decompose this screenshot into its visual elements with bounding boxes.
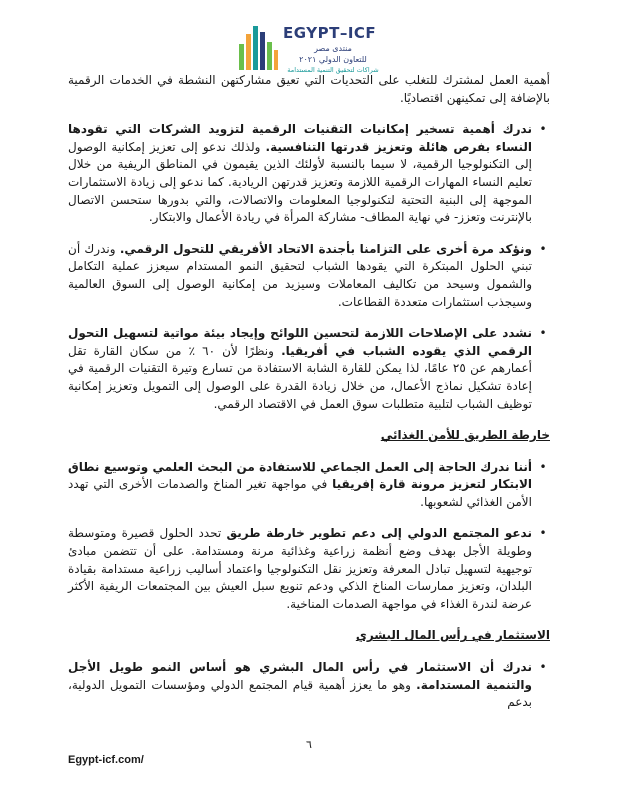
- bullet-text: تحدد الحلول قصيرة ومتوسطة وطويلة الأجل بهدف وضع أنظمة زراعية وغذائية مرنة ومستدامة. على أن تتضمن مبادئ توجيهية لتسهيل تبادل المعرفة وتعزيز نقل التكنولوجيا واعتماد أساليب زراعية مستدامة بقيادة البلدان، وتعزيز ممارسات المناخ الذكي ودعم تنويع سبل العيش بين المجتمعات الريفية الأكثر عرضة لندرة الغذاء في مواجهة الصدمات المناخية.: [68, 526, 532, 611]
- bullet-icon: •: [539, 660, 547, 675]
- section-heading-human-capital: الاستثمار في رأس المال البشري: [355, 628, 550, 643]
- bullet-text: في مواجهة تغير المناخ والصدمات الأخرى التي تهدد الأمن الغذائي لشعوبها.: [68, 477, 532, 509]
- list-item: [68, 659, 550, 712]
- bullet-bold-text: نشدد على الإصلاحات اللازمة لتحسين اللوائح وإيجاد بيئة مواتية لتسهيل التحول الرقمي الذي يقوده الشباب في أفريقيا.: [68, 326, 532, 358]
- list-item: [68, 325, 550, 413]
- section-heading-food-security: خارطة الطريق للأمن الغذائي: [380, 428, 550, 443]
- footer-url-link[interactable]: Egypt-icf.com/: [68, 754, 144, 766]
- bullet-bold-text: أننا ندرك الحاجة إلى العمل الجماعي للاستفادة من البحث العلمي وتوسيع نطاق الابتكار لتعزيز مرونة قارة إفريقيا: [68, 459, 532, 492]
- bullet-text: ولذلك ندعو إلى تعزيز إمكانية الوصول إلى التكنولوجيا الرقمية، لا سيما بالنسبة لأولئك الذين يقيمون في المناطق الريفية من خلال تعليم النساء المهارات الرقمية اللازمة وتعزيز قدرتهن الريادية. كما ندعو إلى زيادة الاستثمارات الموجهة إلى البنية التحتية لتكنولوجيا المعلومات والاتصالات، والتي بدورها ستحسن الاتصال بالإنترنت وتعزز- في نهاية المطاف- مشاركة المرأة في ريادة الأعمال والابتكار.: [68, 139, 532, 225]
- pyramid-logo-icon: [237, 24, 279, 74]
- bullet-bold-text: ندعو المجتمع الدولي إلى دعم تطوير خارطة طريق: [226, 526, 532, 541]
- page-number: ٦: [306, 738, 312, 751]
- bullet-icon: •: [539, 526, 547, 541]
- bullet-icon: •: [539, 122, 547, 137]
- bullet-text: ونظرًا لأن ٦٠ ٪ من سكان القارة تقل أعمارهم عن ٢٥ عامًا، لذا يمكن للقارة الشابة الاستفادة من تسارع وتيرة التقنيات الرقمية في إعادة تشكيل نماذج الأعمال، من خلال زيادة القدرة على الوصول إلى التمويل وتعزيز إمكانية توظيف الشباب لتلبية متطلبات سوق العمل في الاقتصاد الرقمي.: [68, 343, 532, 411]
- list-item: [68, 121, 550, 227]
- bullet-bold-text: ندرك أهمية تسخير إمكانيات التقنيات الرقمية لتزويد الشركات التي تقودها النساء بفرص هائلة وتعزيز قدرتها التنافسية.: [68, 122, 533, 154]
- bullet-icon: •: [539, 326, 547, 341]
- document-body: [68, 72, 550, 712]
- bullet-text: وندرك أن تبني الحلول المبتكرة التي يقودها الشباب لتحقيق النمو المستدام سيعزز عملية التكامل والشمول وسيحد من تكاليف المعاملات وسيزيد من إمكانية الوصول إلى السوق العالمية وسيجذب استثمارات متعددة القطاعات.: [68, 241, 532, 309]
- list-item: [68, 459, 550, 512]
- bullet-bold-text: ندرك أن الاستثمار في رأس المال البشري هو أساس النمو طويل الأجل والتنمية المستدامة.: [68, 660, 532, 692]
- bullet-icon: •: [539, 241, 547, 256]
- list-item: [68, 241, 550, 311]
- bullet-icon: •: [539, 459, 547, 474]
- bullet-bold-text: ونؤكد مرة أخرى على التزامنا بأجندة الاتحاد الأفريقي للتحول الرقمي.: [119, 241, 532, 256]
- logo: [237, 20, 387, 80]
- list-item: [68, 525, 550, 613]
- bullet-text: وهو ما يعزز أهمية قيام المجتمع الدولي ومؤسسات التمويل الدولية، بدعم: [68, 677, 532, 710]
- logo-tagline: شراكات لتحقيق التنمية المستدامة: [287, 66, 379, 74]
- intro-paragraph: أهمية العمل لمشترك للتغلب على التحديات التي تعيق مشاركتهن النشطة في الخدمات الرقمية بالإضافة إلى تمكينهن اقتصاديًا.: [68, 73, 550, 105]
- logo-subtitle-ar: منتدى مصر: [314, 44, 352, 53]
- logo-subtitle-ar2: للتعاون الدولي ٢٠٢١: [299, 55, 367, 64]
- logo-title: EGYPT–ICF: [283, 24, 377, 42]
